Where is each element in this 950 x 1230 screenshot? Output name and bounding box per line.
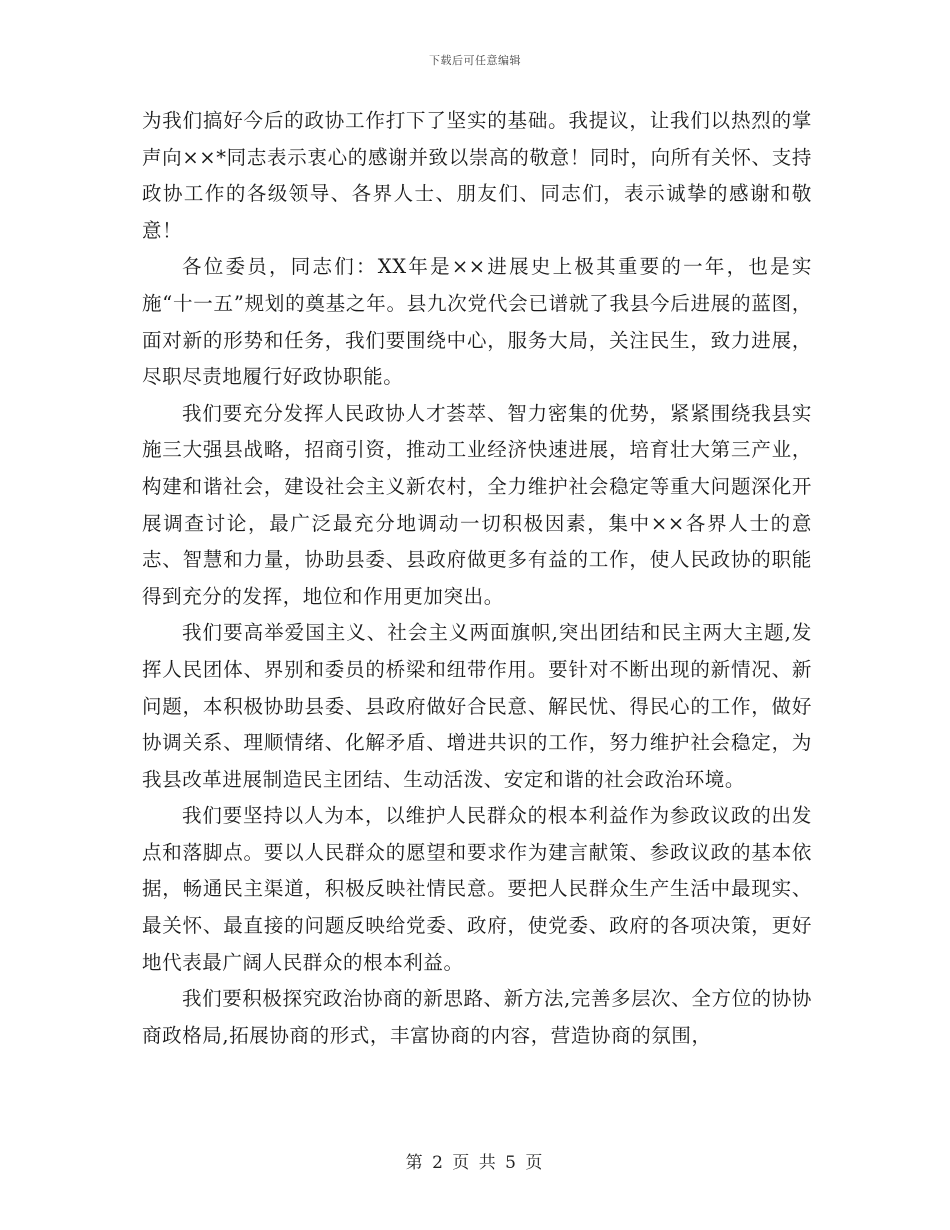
paragraph-5: 我们要坚持以人为本，以维护人民群众的根本利益作为参政议政的出发点和落脚点。要以人民群众的愿望和要求作为建言献策、参政议政的基本依据，畅通民主渠道，积极反映社情民意。要把人民群众生产生活中最现实、最关怀、最直接的问题反映给党委、政府，使党委、政府的各项决策，更好地代表最广阔人民群众的根本利益。: [142, 804, 812, 974]
paragraph-2: 各位委员，同志们：XX年是××进展史上极其重要的一年，也是实施“十一五”规划的奠基之年。县九次党代会已谱就了我县今后进展的蓝图，面对新的形势和任务，我们要围绕中心，服务大局，关注民生，致力进展，尽职尽责地履行好政协职能。: [142, 255, 812, 389]
paragraph-3: 我们要充分发挥人民政协人才荟萃、智力密集的优势，紧紧围绕我县实施三大强县战略，招商引资，推动工业经济快速进展，培育壮大第三产业，构建和谐社会，建设社会主义新农村，全力维护社会稳定等重大问题深化开展调查讨论，最广泛最充分地调动一切积极因素，集中××各界人士的意志、智慧和力量，协助县委、县政府做更多有益的工作，使人民政协的职能得到充分的发挥，地位和作用更加突出。: [142, 401, 812, 608]
page-header-note: 下载后可任意编辑: [429, 54, 521, 67]
document-body: [142, 103, 812, 1054]
paragraph-1: 为我们搞好今后的政协工作打下了坚实的基础。我提议，让我们以热烈的掌声向××*同志表示衷心的感谢并致以崇高的敬意！同时，向所有关怀、支持政协工作的各级领导、各界人士、朋友们、同志们，表示诚挚的感谢和敬意！: [142, 109, 812, 242]
paragraph-6: 我们要积极探究政治协商的新思路、新方法,完善多层次、全方位的协协商政格局,拓展协商的形式，丰富协商的内容，营造协商的氛围，: [142, 987, 812, 1047]
paragraph-4: 我们要高举爱国主义、社会主义两面旗帜,突出团结和民主两大主题,发挥人民团体、界别和委员的桥梁和纽带作用。要针对不断出现的新情况、新问题，本积极协助县委、县政府做好合民意、解民忧、得民心的工作，做好协调关系、理顺情绪、化解矛盾、增进共识的工作，努力维护社会稳定，为我县改革进展制造民主团结、生动活泼、安定和谐的社会政治环境。: [142, 621, 812, 791]
page-number-footer: 第 2 页 共 5 页: [405, 1153, 545, 1173]
